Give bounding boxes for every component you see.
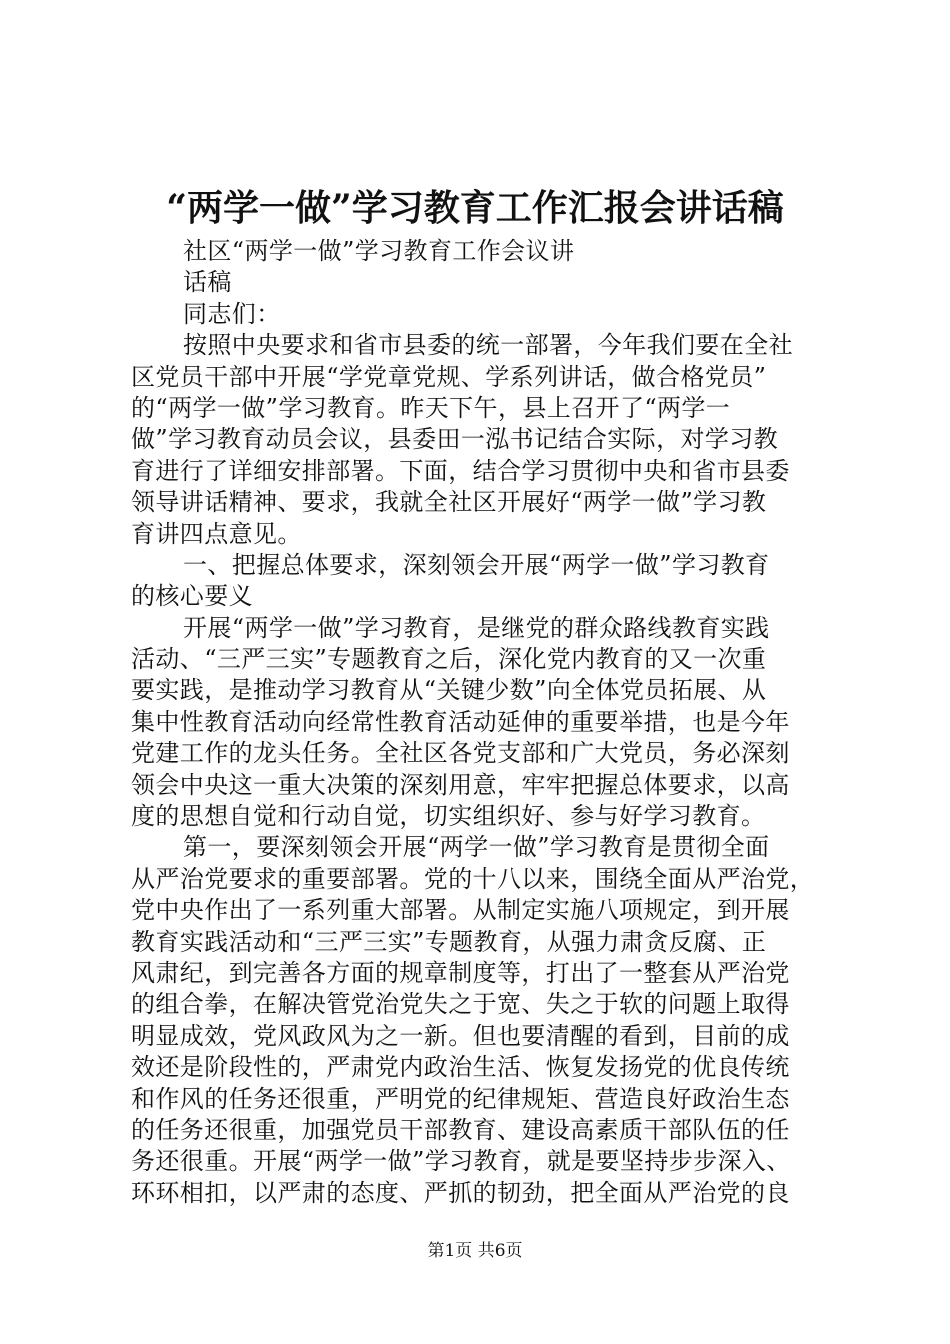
body-line: 务还很重。开展“两学一做”学习教育，就是要坚持步步深入、 [131, 1147, 791, 1176]
body-line: 从严治党要求的重要部署。党的十八以来，围绕全面从严治党， [131, 864, 815, 893]
document-body [131, 236, 831, 1209]
body-line: 的核心要义 [131, 582, 253, 611]
body-line: 的组合拳，在解决管党治党失之于宽、失之于软的问题上取得 [131, 990, 790, 1019]
body-line: 一、把握总体要求，深刻领会开展“两学一做”学习教育 [183, 550, 770, 579]
body-line: 风肃纪，到完善各方面的规章制度等，打出了一整套从严治党 [131, 958, 790, 987]
body-line: 度的思想自觉和行动自觉，切实组织好、参与好学习教育。 [131, 802, 766, 831]
body-line: 育进行了详细安排部署。下面，结合学习贯彻中央和省市县委 [131, 456, 790, 485]
body-line: 社区“两学一做”学习教育工作会议讲 [183, 237, 575, 265]
body-line: 党建工作的龙头任务。全社区各党支部和广大党员，务必深刻 [131, 739, 790, 768]
body-line: 党中央作出了一系列重大部署。从制定实施八项规定，到开展 [131, 896, 790, 925]
body-line: 开展“两学一做”学习教育，是继党的群众路线教育实践 [183, 613, 770, 642]
body-line: 领会中央这一重大决策的深刻用意，牢牢把握总体要求，以高 [131, 770, 790, 799]
body-line: 第一，要深刻领会开展“两学一做”学习教育是贯彻全面 [183, 833, 770, 862]
body-line: 集中性教育活动向经常性教育活动延伸的重要举措，也是今年 [131, 707, 790, 736]
body-line: 效还是阶段性的，严肃党内政治生活、恢复发扬党的优良传统 [131, 1053, 790, 1082]
body-line: 的“两学一做”学习教育。昨天下午，县上召开了“两学一 [131, 393, 731, 422]
body-line: 的任务还很重，加强党员干部教育、建设高素质干部队伍的任 [131, 1115, 790, 1144]
body-line: 话稿 [183, 268, 232, 297]
body-line: 教育实践活动和“三严三实”专题教育，从强力肃贪反腐、正 [131, 927, 767, 956]
body-line: 和作风的任务还很重，严明党的纪律规矩、营造良好政治生态 [131, 1084, 790, 1113]
body-line: 区党员干部中开展“学党章党规、学系列讲话，做合格党员” [131, 362, 767, 391]
body-line: 活动、“三严三实”专题教育之后，深化党内教育的又一次重 [131, 645, 767, 674]
page-footer: 第1页 共6页 [427, 1241, 523, 1261]
body-line: 按照中央要求和省市县委的统一部署，今年我们要在全社 [183, 331, 793, 360]
document-title: “两学一做”学习教育工作汇报会讲话稿 [166, 187, 784, 229]
body-line: 要实践，是推动学习教育从“关键少数”向全体党员拓展、从 [131, 676, 767, 705]
body-line: 育讲四点意见。 [131, 519, 302, 548]
body-line: 做”学习教育动员会议，县委田一泓书记结合实际，对学习教 [131, 425, 779, 454]
body-line: 同志们： [183, 299, 281, 328]
body-line: 环环相扣，以严肃的态度、严抓的韧劲，把全面从严治党的良 [131, 1178, 790, 1207]
body-line: 领导讲话精神、要求，我就全社区开展好“两学一做”学习教 [131, 488, 767, 517]
body-line: 明显成效，党风政风为之一新。但也要清醒的看到，目前的成 [131, 1021, 790, 1050]
